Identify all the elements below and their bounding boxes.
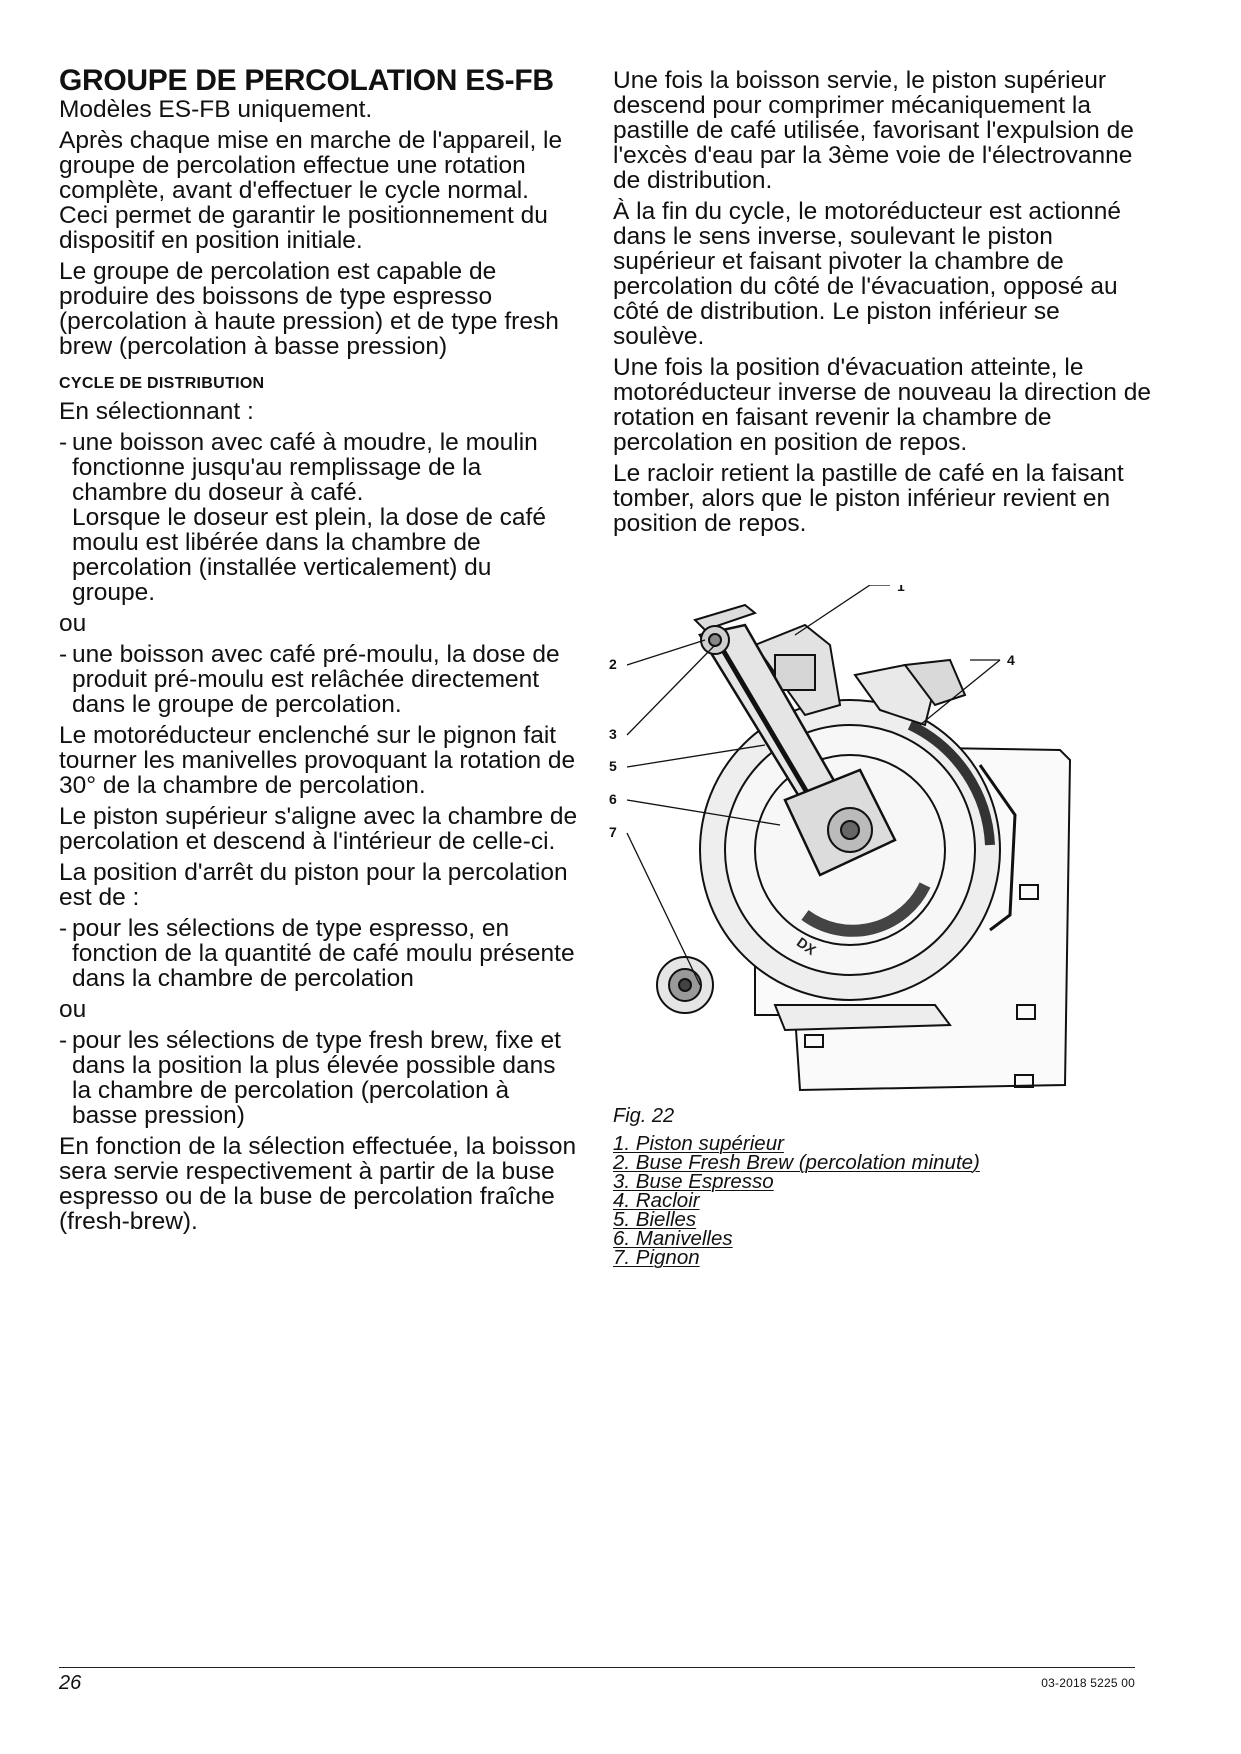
paragraph: Le racloir retient la pastille de café en la faisant tomber, alors que le piston inférieur revient en position de repos. bbox=[613, 460, 1124, 537]
callout-5: 5 bbox=[609, 758, 617, 774]
legend-item: 3. Buse Espresso bbox=[613, 1170, 774, 1193]
callout-3: 3 bbox=[609, 726, 617, 742]
paragraph: Le groupe de percolation est capable de produire des boissons de type espresso (percolation à haute pression) et de type fresh brew (percolation à basse pression) bbox=[59, 258, 559, 360]
footer-divider bbox=[59, 1667, 1135, 1668]
dash-marker: - bbox=[59, 915, 68, 942]
paragraph: Lorsque le doseur est plein, la dose de café moulu est libérée dans la chambre de percolation (installée verticalement) du groupe. bbox=[72, 504, 546, 606]
right-column bbox=[613, 68, 1153, 542]
legend-item: 4. Racloir bbox=[613, 1189, 700, 1212]
legend-item: 5. Bielles bbox=[613, 1208, 697, 1231]
paragraph: Après chaque mise en marche de l'appareil, le groupe de percolation effectue une rotation complète, avant d'effectuer le cycle normal. Ceci permet de garantir le positionnement du dispositif en position initiale. bbox=[59, 127, 563, 254]
subheading: CYCLE DE DISTRIBUTION bbox=[59, 375, 265, 392]
list-item bbox=[59, 916, 579, 991]
brewing-unit-figure bbox=[605, 585, 1085, 1105]
paragraph: ou bbox=[59, 610, 87, 637]
paragraph: Une fois la boisson servie, le piston supérieur descend pour comprimer mécaniquement la pastille de café utilisée, favorisant l'expulsion de l'excès d'eau par la 3ème voie de l'électrovanne de distribution. bbox=[613, 67, 1134, 194]
paragraph: ou bbox=[59, 996, 87, 1023]
list-item bbox=[59, 1028, 579, 1128]
paragraph: La position d'arrêt du piston pour la percolation est de : bbox=[59, 859, 568, 911]
paragraph: pour les sélections de type fresh brew, fixe et dans la position la plus élevée possible dans la chambre de percolation (percolation à basse pression) bbox=[72, 1027, 561, 1129]
legend-item: 6. Manivelles bbox=[613, 1227, 733, 1250]
brewing-unit-illustration bbox=[605, 585, 1085, 1105]
paragraph: pour les sélections de type espresso, en fonction de la quantité de café moulu présente dans la chambre de percolation bbox=[72, 915, 575, 992]
dx-marking: DX bbox=[793, 933, 819, 959]
list-item bbox=[59, 642, 579, 717]
paragraph: une boisson avec café pré-moulu, la dose de produit pré-moulu est relâchée directement dans le groupe de percolation. bbox=[72, 641, 560, 718]
figure-label: Fig. 22 bbox=[613, 1105, 675, 1127]
callout-7: 7 bbox=[609, 824, 617, 840]
paragraph: Modèles ES-FB uniquement. bbox=[59, 96, 373, 123]
page-number: 26 bbox=[59, 1672, 82, 1694]
document-code: 03-2018 5225 00 bbox=[1041, 1676, 1135, 1690]
paragraph: une boisson avec café à moudre, le moulin fonctionne jusqu'au remplissage de la chambre du doseur à café. bbox=[72, 429, 538, 506]
callout-1: 1 bbox=[897, 585, 905, 594]
figure-legend bbox=[613, 1134, 1133, 1267]
callout-4: 4 bbox=[1007, 652, 1015, 668]
paragraph: À la fin du cycle, le motoréducteur est actionné dans le sens inverse, soulevant le piston supérieur et faisant pivoter la chambre de percolation du côté de l'évacuation, opposé au côté de distribution. Le piston inférieur se soulève. bbox=[613, 198, 1121, 350]
left-column bbox=[59, 64, 579, 1240]
legend-item: 2. Buse Fresh Brew (percolation minute) bbox=[613, 1151, 980, 1174]
paragraph: Une fois la position d'évacuation atteinte, le motoréducteur inverse de nouveau la direction de rotation en faisant revenir la chambre de percolation en position de repos. bbox=[613, 354, 1151, 456]
section-title: GROUPE DE PERCOLATION ES-FB bbox=[59, 64, 554, 97]
dash-marker: - bbox=[59, 641, 68, 668]
paragraph: Le motoréducteur enclenché sur le pignon fait tourner les manivelles provoquant la rotation de 30° de la chambre de percolation. bbox=[59, 722, 576, 799]
list-item bbox=[59, 430, 579, 605]
legend-item: 7. Pignon bbox=[613, 1246, 700, 1269]
paragraph: En fonction de la sélection effectuée, la boisson sera servie respectivement à partir de la buse espresso ou de la buse de percolation fraîche (fresh-brew). bbox=[59, 1133, 577, 1235]
paragraph: Le piston supérieur s'aligne avec la chambre de percolation et descend à l'intérieur de celle-ci. bbox=[59, 803, 578, 855]
callout-6: 6 bbox=[609, 791, 617, 807]
figure-caption bbox=[613, 1104, 1133, 1267]
dash-marker: - bbox=[59, 429, 68, 456]
paragraph: En sélectionnant : bbox=[59, 398, 254, 425]
callout-2: 2 bbox=[609, 656, 617, 672]
legend-item: 1. Piston supérieur bbox=[613, 1132, 784, 1155]
dash-marker: - bbox=[59, 1027, 68, 1054]
